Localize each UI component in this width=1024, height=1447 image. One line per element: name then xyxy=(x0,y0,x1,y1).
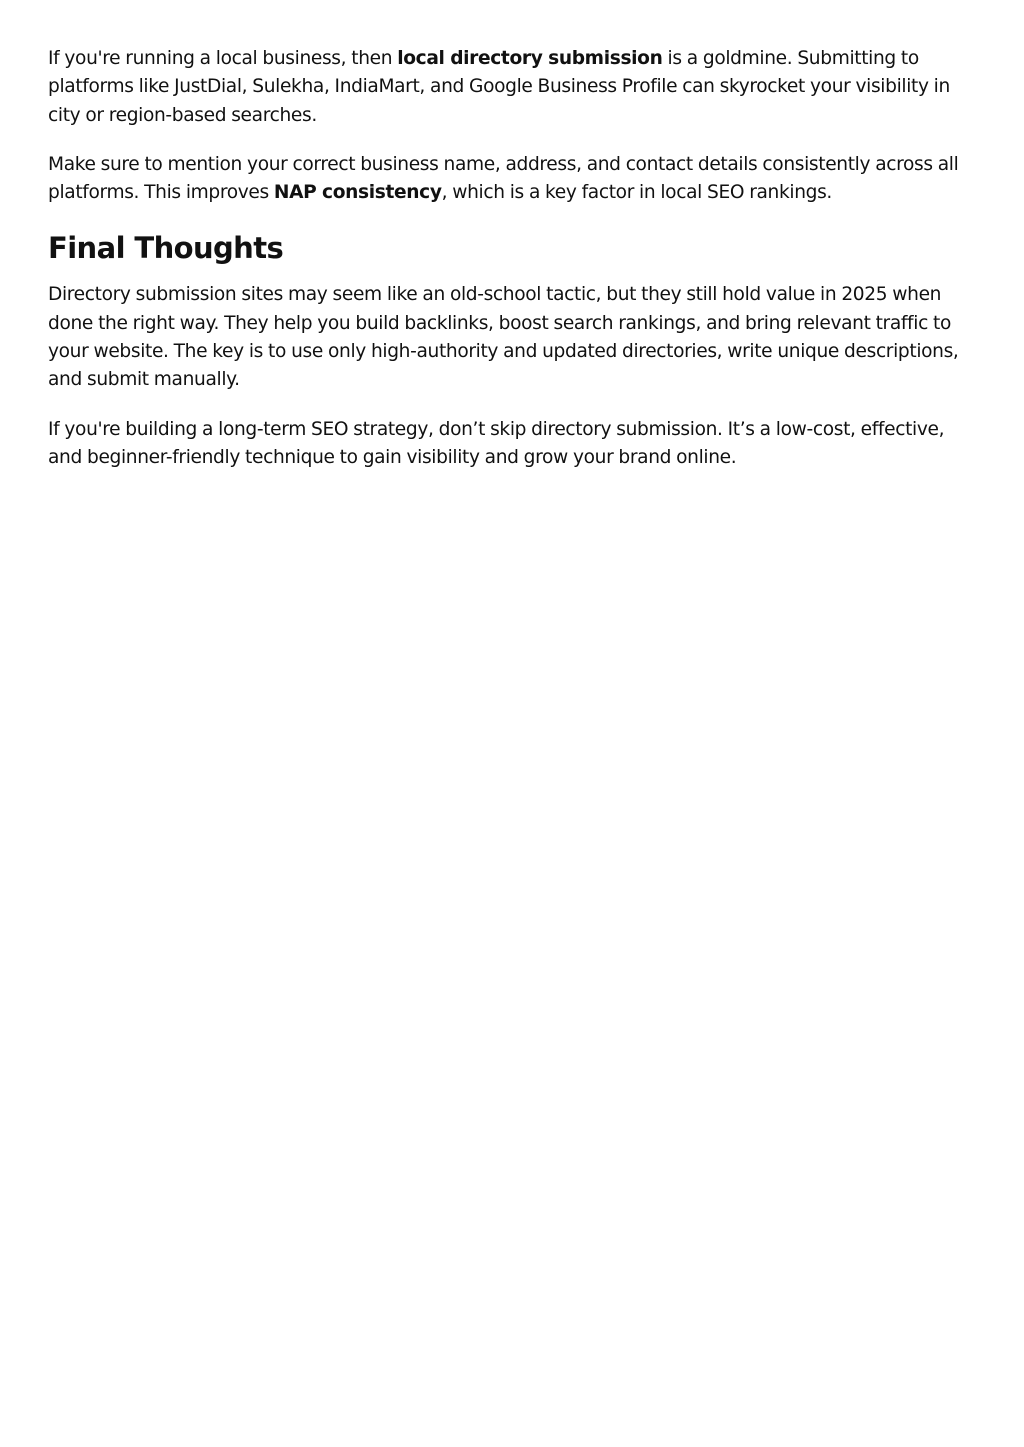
paragraph-summary: Directory submission sites may seem like an old-school tactic, but they still hold value in 2025 when done the right way. They help you build backlinks, boost search rankings, and bring relevant traffic to your website. The key is to use only high-authority and updated directories, write unique descriptions, and submit manually. xyxy=(48,284,959,391)
bold-term-local-directory-submission: local directory submission xyxy=(397,48,663,69)
paragraph-closing: If you're building a long-term SEO strategy, don’t skip directory submission. It’s a low-cost, effective, and beginner-friendly technique to gain visibility and grow your brand online. xyxy=(48,418,945,468)
paragraph-text: , which is a key factor in local SEO rankings. xyxy=(441,182,832,204)
article-body xyxy=(48,45,978,493)
bold-term-nap-consistency: NAP consistency xyxy=(273,182,442,204)
paragraph-text: If you're running a local business, then xyxy=(48,48,398,69)
section-heading: Final Thoughts xyxy=(48,231,284,266)
paragraph-text: is a goldmine. Submitting to platforms like JustDial, Sulekha, IndiaMart, and Google Business Profile can skyrocket your visibility in city or region-based searches. xyxy=(48,48,950,126)
paragraph-nap xyxy=(48,151,978,208)
paragraph-local-directory xyxy=(48,45,978,130)
paragraph-text: Make sure to mention your correct business name, address, and contact details consistently across all platforms. This improves xyxy=(48,153,959,204)
